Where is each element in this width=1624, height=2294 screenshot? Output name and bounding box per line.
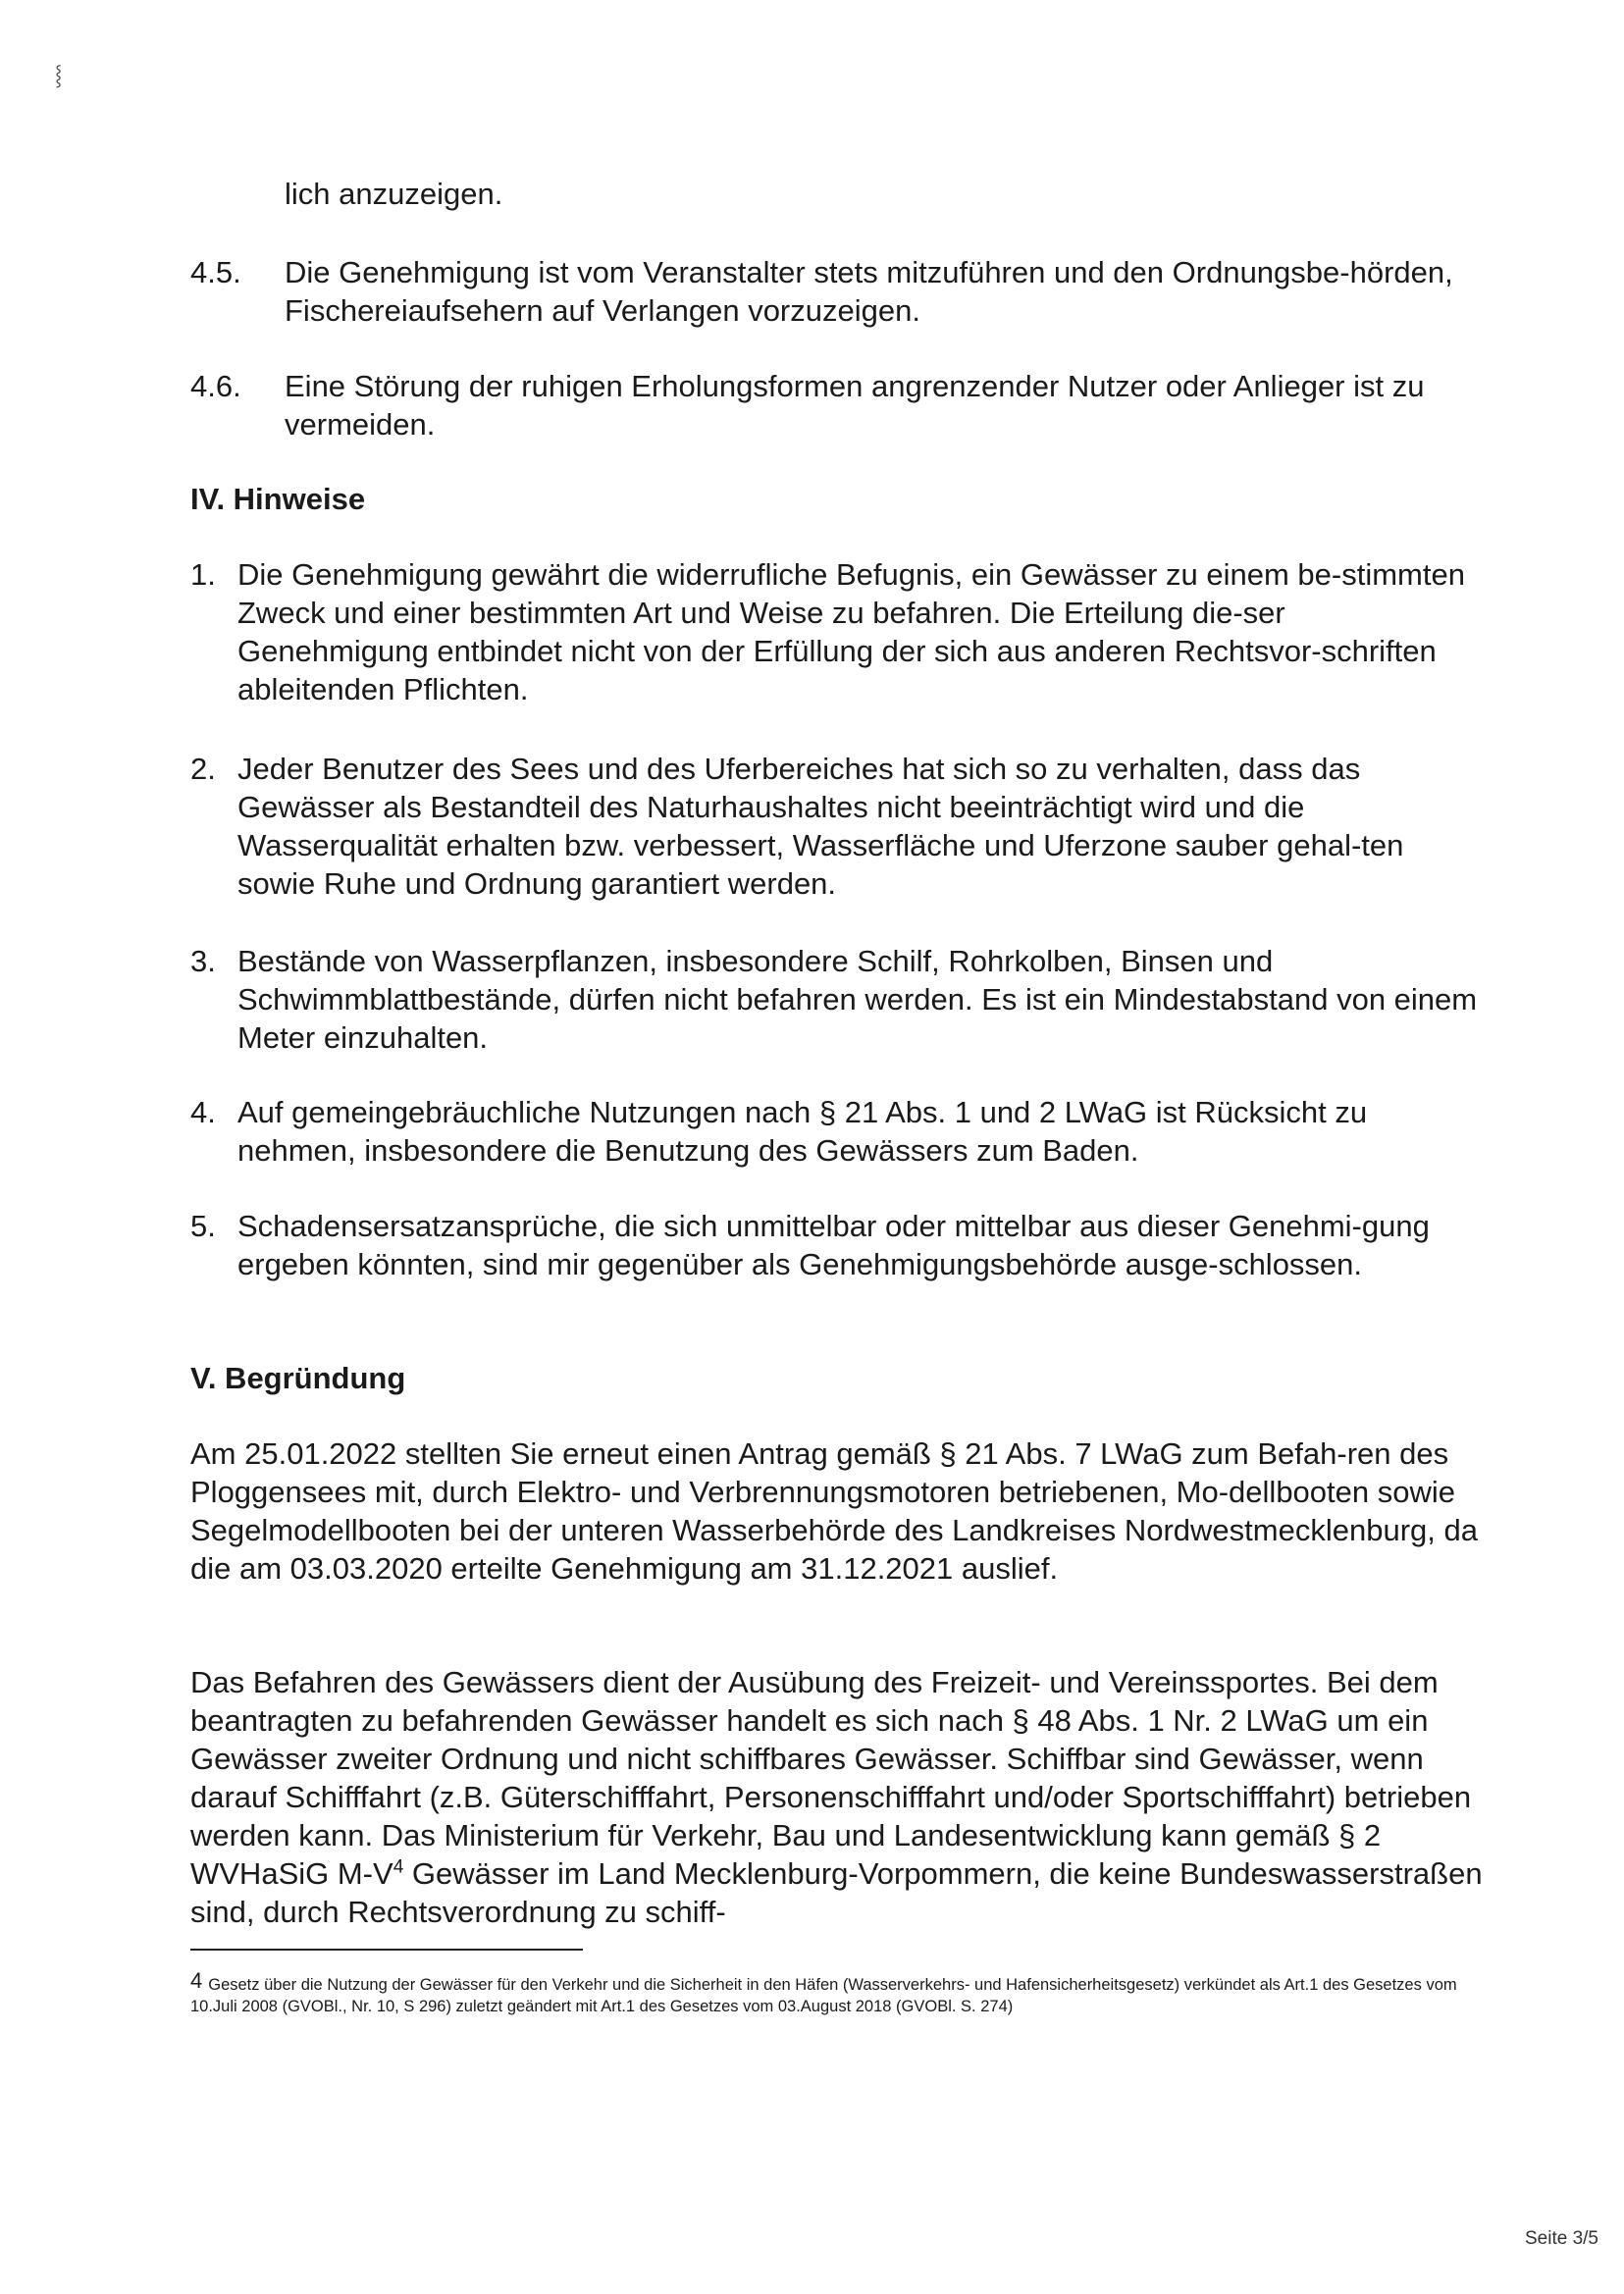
item-number: 2.: [190, 752, 216, 786]
item-number: 4.6.: [190, 369, 241, 403]
footnote-text: Gesetz über die Nutzung der Gewässer für den Verkehr und die Sicherheit in den Häfen (Wasserverkehrs- und Hafensicherheitsgesetz) verkündet als Art.1 des Gesetzes vom 10.Juli 2008 (GVOBl., Nr. 10, S 296) zuletzt geändert mit Art.1 des Gesetzes vom 03.August 2018 (GVOBl. S. 274): [190, 1976, 1457, 2015]
paragraph: Am 25.01.2022 stellten Sie erneut einen Antrag gemäß § 21 Abs. 7 LWaG zum Befah-ren des Ploggensees mit, durch Elektro- und Verbrennungsmotoren betriebenen, Mo-dellbooten sowie Segelmodellbooten bei der unteren Wasserbehörde des Landkreises Nordwestmecklenburg, da die am 03.03.2020 erteilte Genehmigung am 31.12.2021 auslief.: [190, 1436, 1478, 1586]
section-heading-begruendung: V. Begründung: [190, 1361, 406, 1395]
paragraph: [190, 1663, 1486, 1931]
item-text: Die Genehmigung gewährt die widerrufliche Befugnis, ein Gewässer zu einem be-stimmten Zweck und einer bestimmten Art und Weise zu befahren. Die Erteilung die-ser Genehmigung entbindet nicht von der Erfüllung der sich aus anderen Rechtsvor-schriften ableitenden Pflichten.: [237, 557, 1465, 706]
footnote-divider: [190, 1949, 583, 1951]
item-text: Die Genehmigung ist vom Veranstalter stets mitzuführen und den Ordnungsbe-hörden, Fischereiaufsehern auf Verlangen vorzuzeigen.: [285, 255, 1453, 328]
scan-mark: ⸾: [55, 65, 63, 86]
footnote-reference[interactable]: 4: [393, 1856, 404, 1878]
section-heading-hinweise: IV. Hinweise: [190, 482, 366, 516]
page-number: Seite 3/5: [1525, 2228, 1598, 2249]
paragraph-text: Das Befahren des Gewässers dient der Ausübung des Freizeit- und Vereinssportes. Bei dem beantragten zu befahrenden Gewässer handelt es sich nach § 48 Abs. 1 Nr. 2 LWaG um ein Gewässer zweiter Ordnung und nicht schiffbares Gewässer. Schiffbar sind Gewässer, wenn darauf Schifffahrt (z.B. Güterschifffahrt, Personenschifffahrt und/oder Sportschifffahrt) betrieben werden kann. Das Ministerium für Verkehr, Bau und Landesentwicklung kann gemäß § 2 WVHaSiG M-V: [190, 1665, 1472, 1891]
item-text: Jeder Benutzer des Sees und des Uferbereiches hat sich so zu verhalten, dass das Gewässer als Bestandteil des Naturhaushaltes nicht beeinträchtigt wird und die Wasserqualität erhalten bzw. verbessert, Wasserfläche und Uferzone sauber gehal-ten sowie Ruhe und Ordnung garantiert werden.: [237, 752, 1404, 901]
continuation-text: lich anzuzeigen.: [285, 177, 503, 211]
item-number: 4.: [190, 1095, 216, 1129]
item-text: Eine Störung der ruhigen Erholungsformen angrenzender Nutzer oder Anlieger ist zu vermeiden.: [285, 369, 1425, 442]
paragraph-text: Gewässer im Land Mecklenburg-Vorpommern, die keine Bundeswasserstraßen sind, durch Rechtsverordnung zu schiff-: [190, 1856, 1483, 1929]
item-number: 1.: [190, 557, 216, 592]
item-text: Schadensersatzansprüche, die sich unmittelbar oder mittelbar aus dieser Genehmi-gung ergeben könnten, sind mir gegenüber als Genehmigungsbehörde ausge-schlossen.: [237, 1209, 1430, 1281]
item-number: 4.5.: [190, 255, 241, 289]
item-number: 3.: [190, 944, 216, 978]
item-number: 5.: [190, 1209, 216, 1243]
footnote: [190, 1970, 1466, 2017]
item-text: Auf gemeingebräuchliche Nutzungen nach § 21 Abs. 1 und 2 LWaG ist Rücksicht zu nehmen, insbesondere die Benutzung des Gewässers zum Baden.: [237, 1095, 1368, 1168]
item-text: Bestände von Wasserpflanzen, insbesondere Schilf, Rohrkolben, Binsen und Schwimmblattbestände, dürfen nicht befahren werden. Es ist ein Mindestabstand von einem Meter einzuhalten.: [237, 944, 1478, 1055]
footnote-number: 4: [190, 1968, 203, 1993]
